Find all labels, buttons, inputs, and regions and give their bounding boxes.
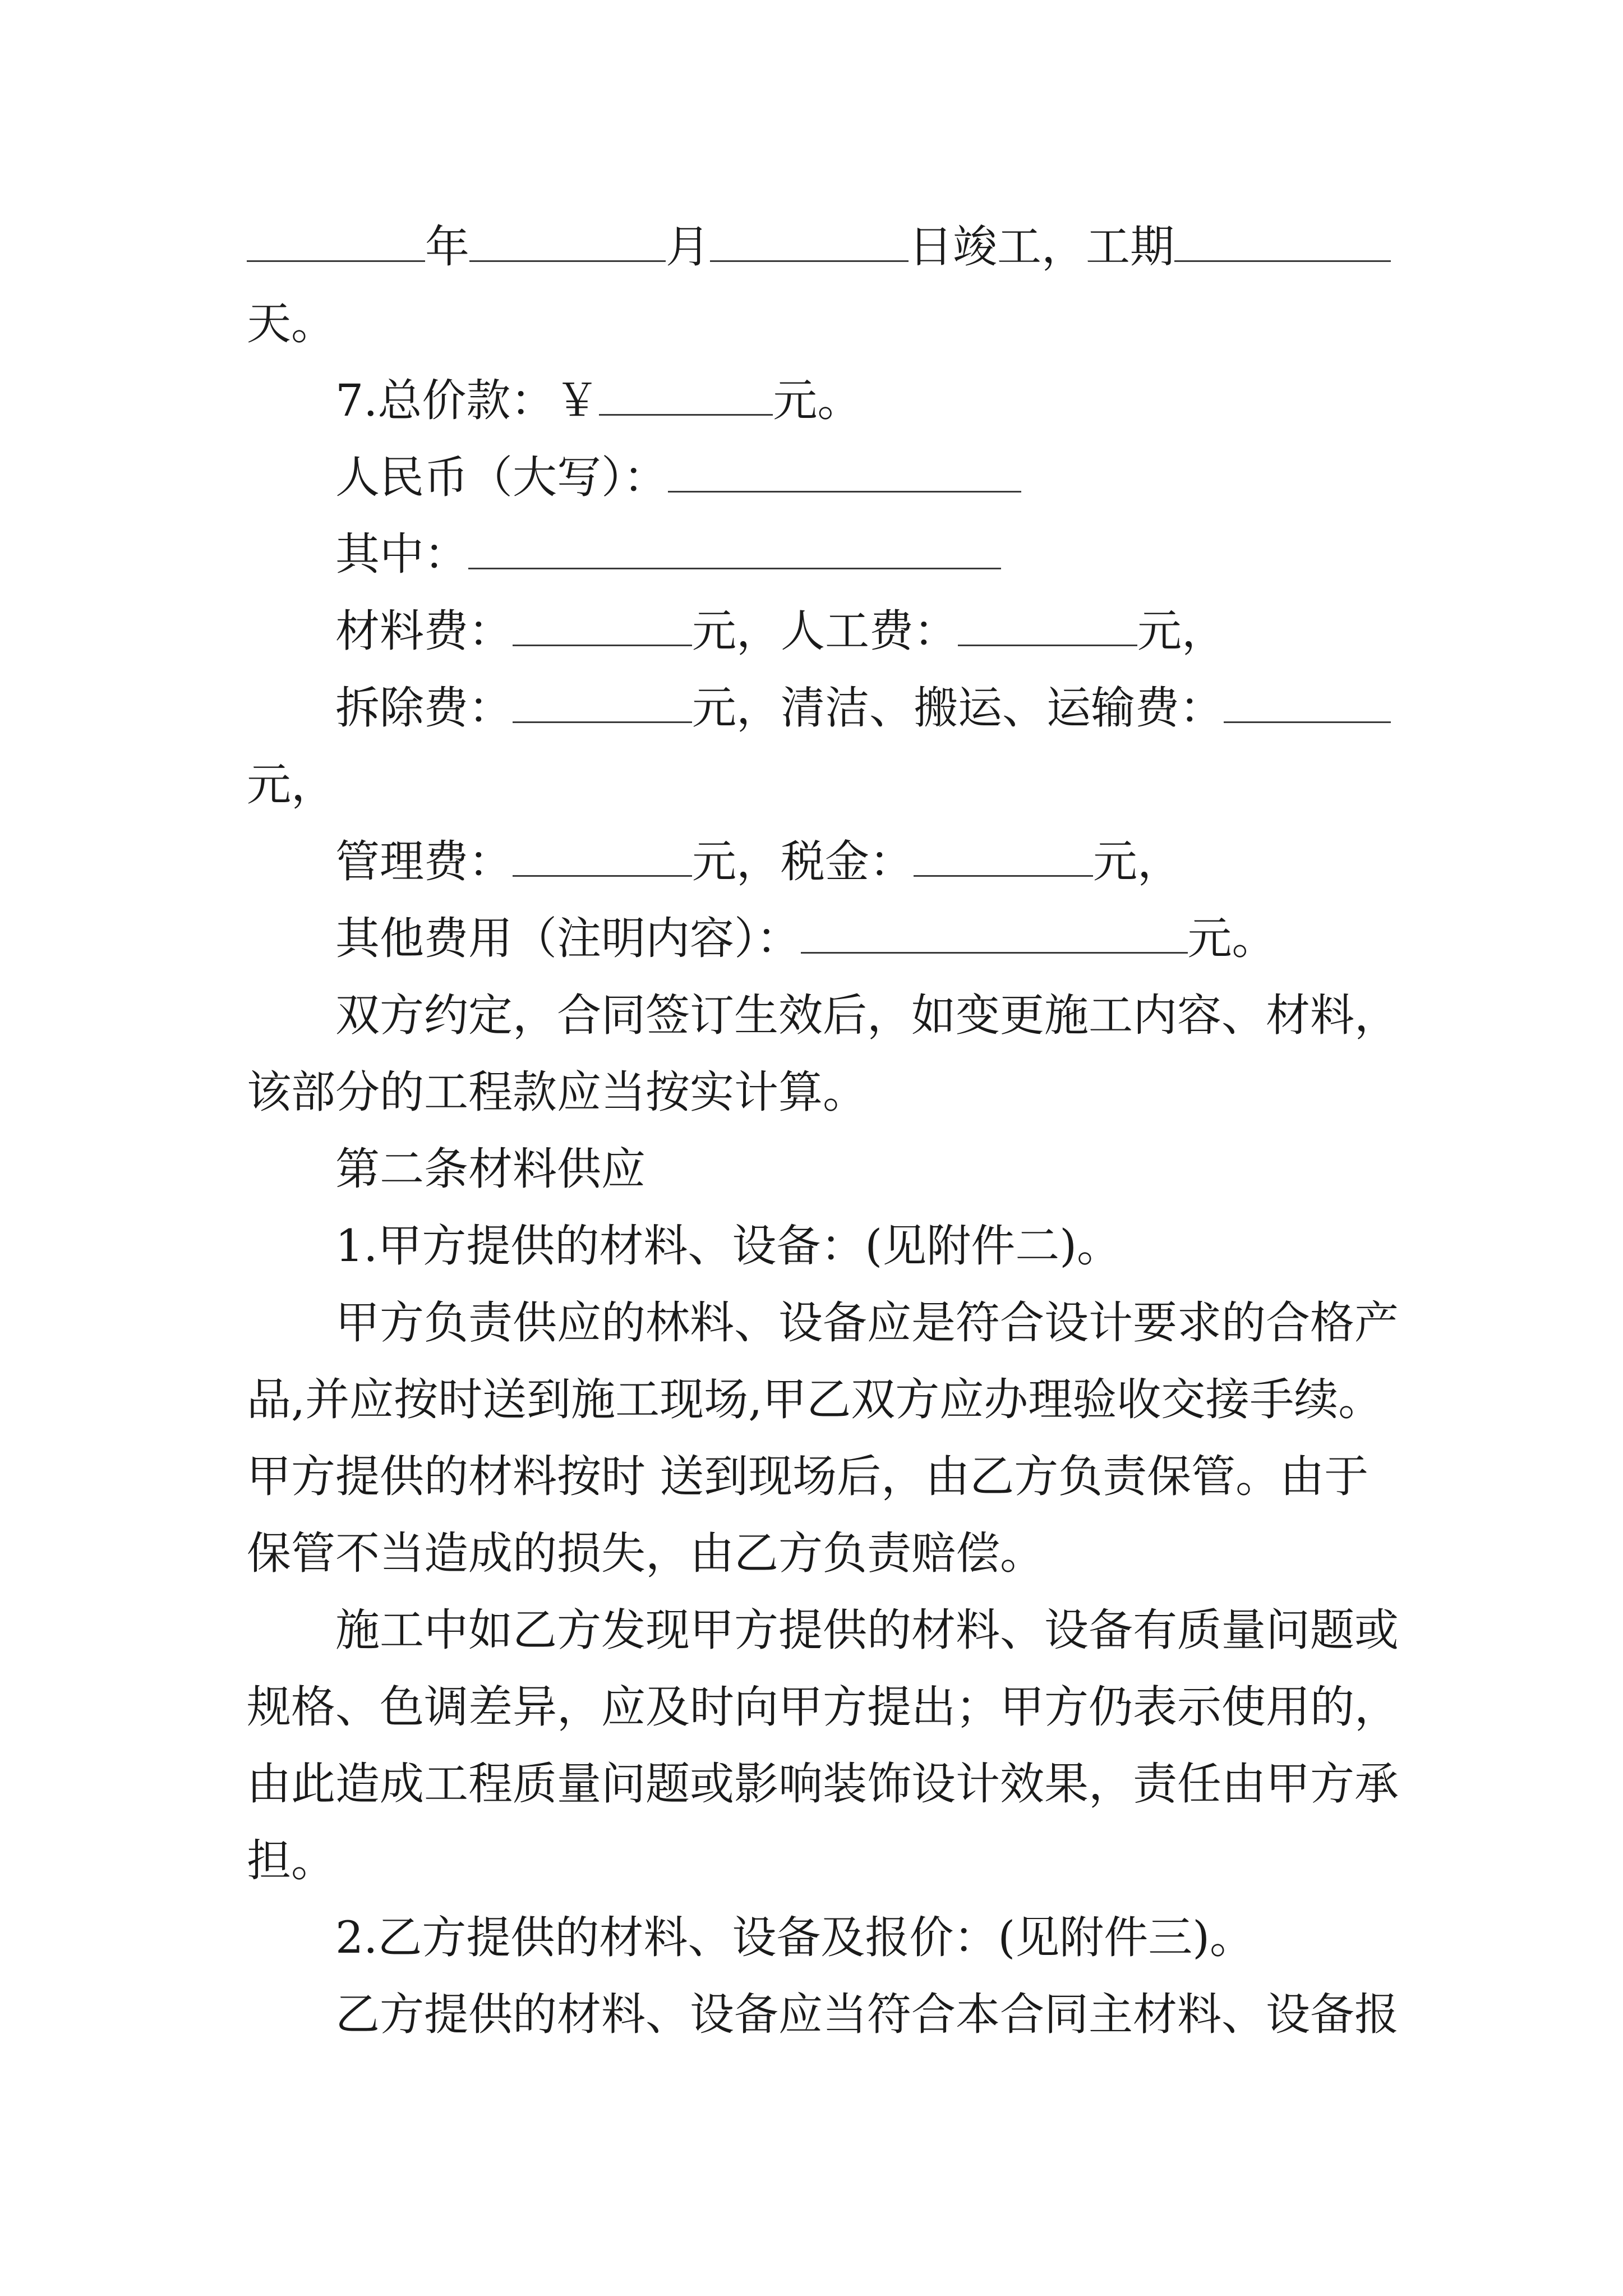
manage-label: 管理费： <box>335 836 513 887</box>
manage-unit: 元，税金： <box>692 836 914 887</box>
transport-unit-line <box>247 747 1391 823</box>
agreement-text-2: 该部分的工程款应当按实计算。 <box>247 1066 867 1118</box>
article-2-item-1-text: 1.甲方提供的材料、设备：(见附件二)。 <box>335 1220 1122 1272</box>
other-blank[interactable] <box>801 900 1188 954</box>
document-body <box>247 209 1399 2053</box>
agreement-line-1 <box>247 977 1399 1054</box>
demolish-label: 拆除费： <box>335 682 513 734</box>
demolish-transport-line <box>247 670 1391 747</box>
para-2-text-4: 担。 <box>247 1835 335 1887</box>
day-blank[interactable] <box>710 209 909 262</box>
demolish-unit: 元，清洁、搬运、运输费： <box>692 682 1224 734</box>
year-label: 年 <box>425 221 469 273</box>
agreement-text-1: 双方约定，合同签订生效后，如变更施工内容、材料， <box>335 990 1399 1041</box>
year-blank[interactable] <box>247 209 425 262</box>
para-2-text-2: 规格、色调差异，应及时向甲方提出；甲方仍表示使用的， <box>247 1681 1399 1733</box>
para-1-text-4: 保管不当造成的损失，由乙方负责赔偿。 <box>247 1527 1044 1579</box>
para-1-line-3 <box>247 1438 1391 1515</box>
material-labor-line <box>247 593 1391 670</box>
month-label: 月 <box>666 221 710 273</box>
article-2-item-2-text: 2.乙方提供的材料、设备及报价：(见附件三)。 <box>335 1912 1255 1963</box>
rmb-blank[interactable] <box>668 439 1021 493</box>
manage-blank[interactable] <box>513 823 692 877</box>
total-price-blank[interactable] <box>599 362 773 416</box>
rmb-line <box>247 439 1391 516</box>
para-2-line-1 <box>247 1592 1399 1669</box>
transport-blank[interactable] <box>1224 670 1391 723</box>
para-2-text-1: 施工中如乙方发现甲方提供的材料、设备有质量问题或 <box>335 1604 1399 1656</box>
para-2-line-3 <box>247 1746 1399 1823</box>
para-2-line-4 <box>247 1823 1391 1899</box>
completion-date-line <box>247 209 1391 286</box>
article-2-heading <box>247 1131 1391 1208</box>
para-3-text-1: 乙方提供的材料、设备应当符合本合同主材料、设备报 <box>335 1989 1399 2040</box>
article-2-heading-text: 第二条材料供应 <box>335 1143 645 1195</box>
demolish-blank[interactable] <box>513 670 692 723</box>
labor-unit: 元， <box>1137 605 1226 657</box>
para-1-text-2: 品,并应按时送到施工现场,甲乙双方应办理验收交接手续。 <box>247 1374 1383 1425</box>
para-1-line-4 <box>247 1515 1391 1592</box>
article-2-item-1 <box>247 1208 1391 1285</box>
other-unit: 元。 <box>1187 913 1276 964</box>
tax-blank[interactable] <box>914 823 1093 877</box>
day-complete-label: 日竣工，工期 <box>909 221 1174 273</box>
among-blank[interactable] <box>468 516 1001 569</box>
month-blank[interactable] <box>469 209 666 262</box>
labor-blank[interactable] <box>958 593 1137 646</box>
para-2-line-2 <box>247 1669 1399 1746</box>
para-1-line-1 <box>247 1285 1399 1361</box>
agreement-line-2 <box>247 1054 1391 1131</box>
tax-unit: 元， <box>1093 836 1182 887</box>
among-line <box>247 516 1391 593</box>
other-fee-line <box>247 900 1391 977</box>
manage-tax-line <box>247 823 1391 900</box>
transport-unit: 元， <box>247 759 335 811</box>
total-price-label: 7.总价款：￥ <box>335 375 600 426</box>
days-label: 天。 <box>247 298 335 349</box>
para-1-text-3: 甲方提供的材料按时 送到现场后，由乙方负责保管。由于 <box>247 1451 1369 1502</box>
material-unit: 元，人工费： <box>692 605 958 657</box>
para-1-text-1: 甲方负责供应的林料、设备应是符合设计要求的合格产 <box>335 1297 1399 1349</box>
among-label: 其中： <box>335 528 468 580</box>
para-1-line-2 <box>247 1361 1391 1438</box>
total-price-line <box>247 362 1391 439</box>
duration-blank[interactable] <box>1174 209 1391 262</box>
days-line <box>247 286 1391 362</box>
material-label: 材料费： <box>335 605 513 657</box>
para-3-line-1 <box>247 1976 1399 2053</box>
other-label: 其他费用（注明内容）： <box>335 913 801 964</box>
material-blank[interactable] <box>513 593 692 646</box>
para-2-text-3: 由此造成工程质量问题或影响装饰设计效果，责任由甲方承 <box>247 1758 1399 1810</box>
article-2-item-2 <box>247 1899 1391 1976</box>
rmb-label: 人民币（大写）： <box>335 452 668 503</box>
total-price-unit: 元。 <box>773 375 862 426</box>
